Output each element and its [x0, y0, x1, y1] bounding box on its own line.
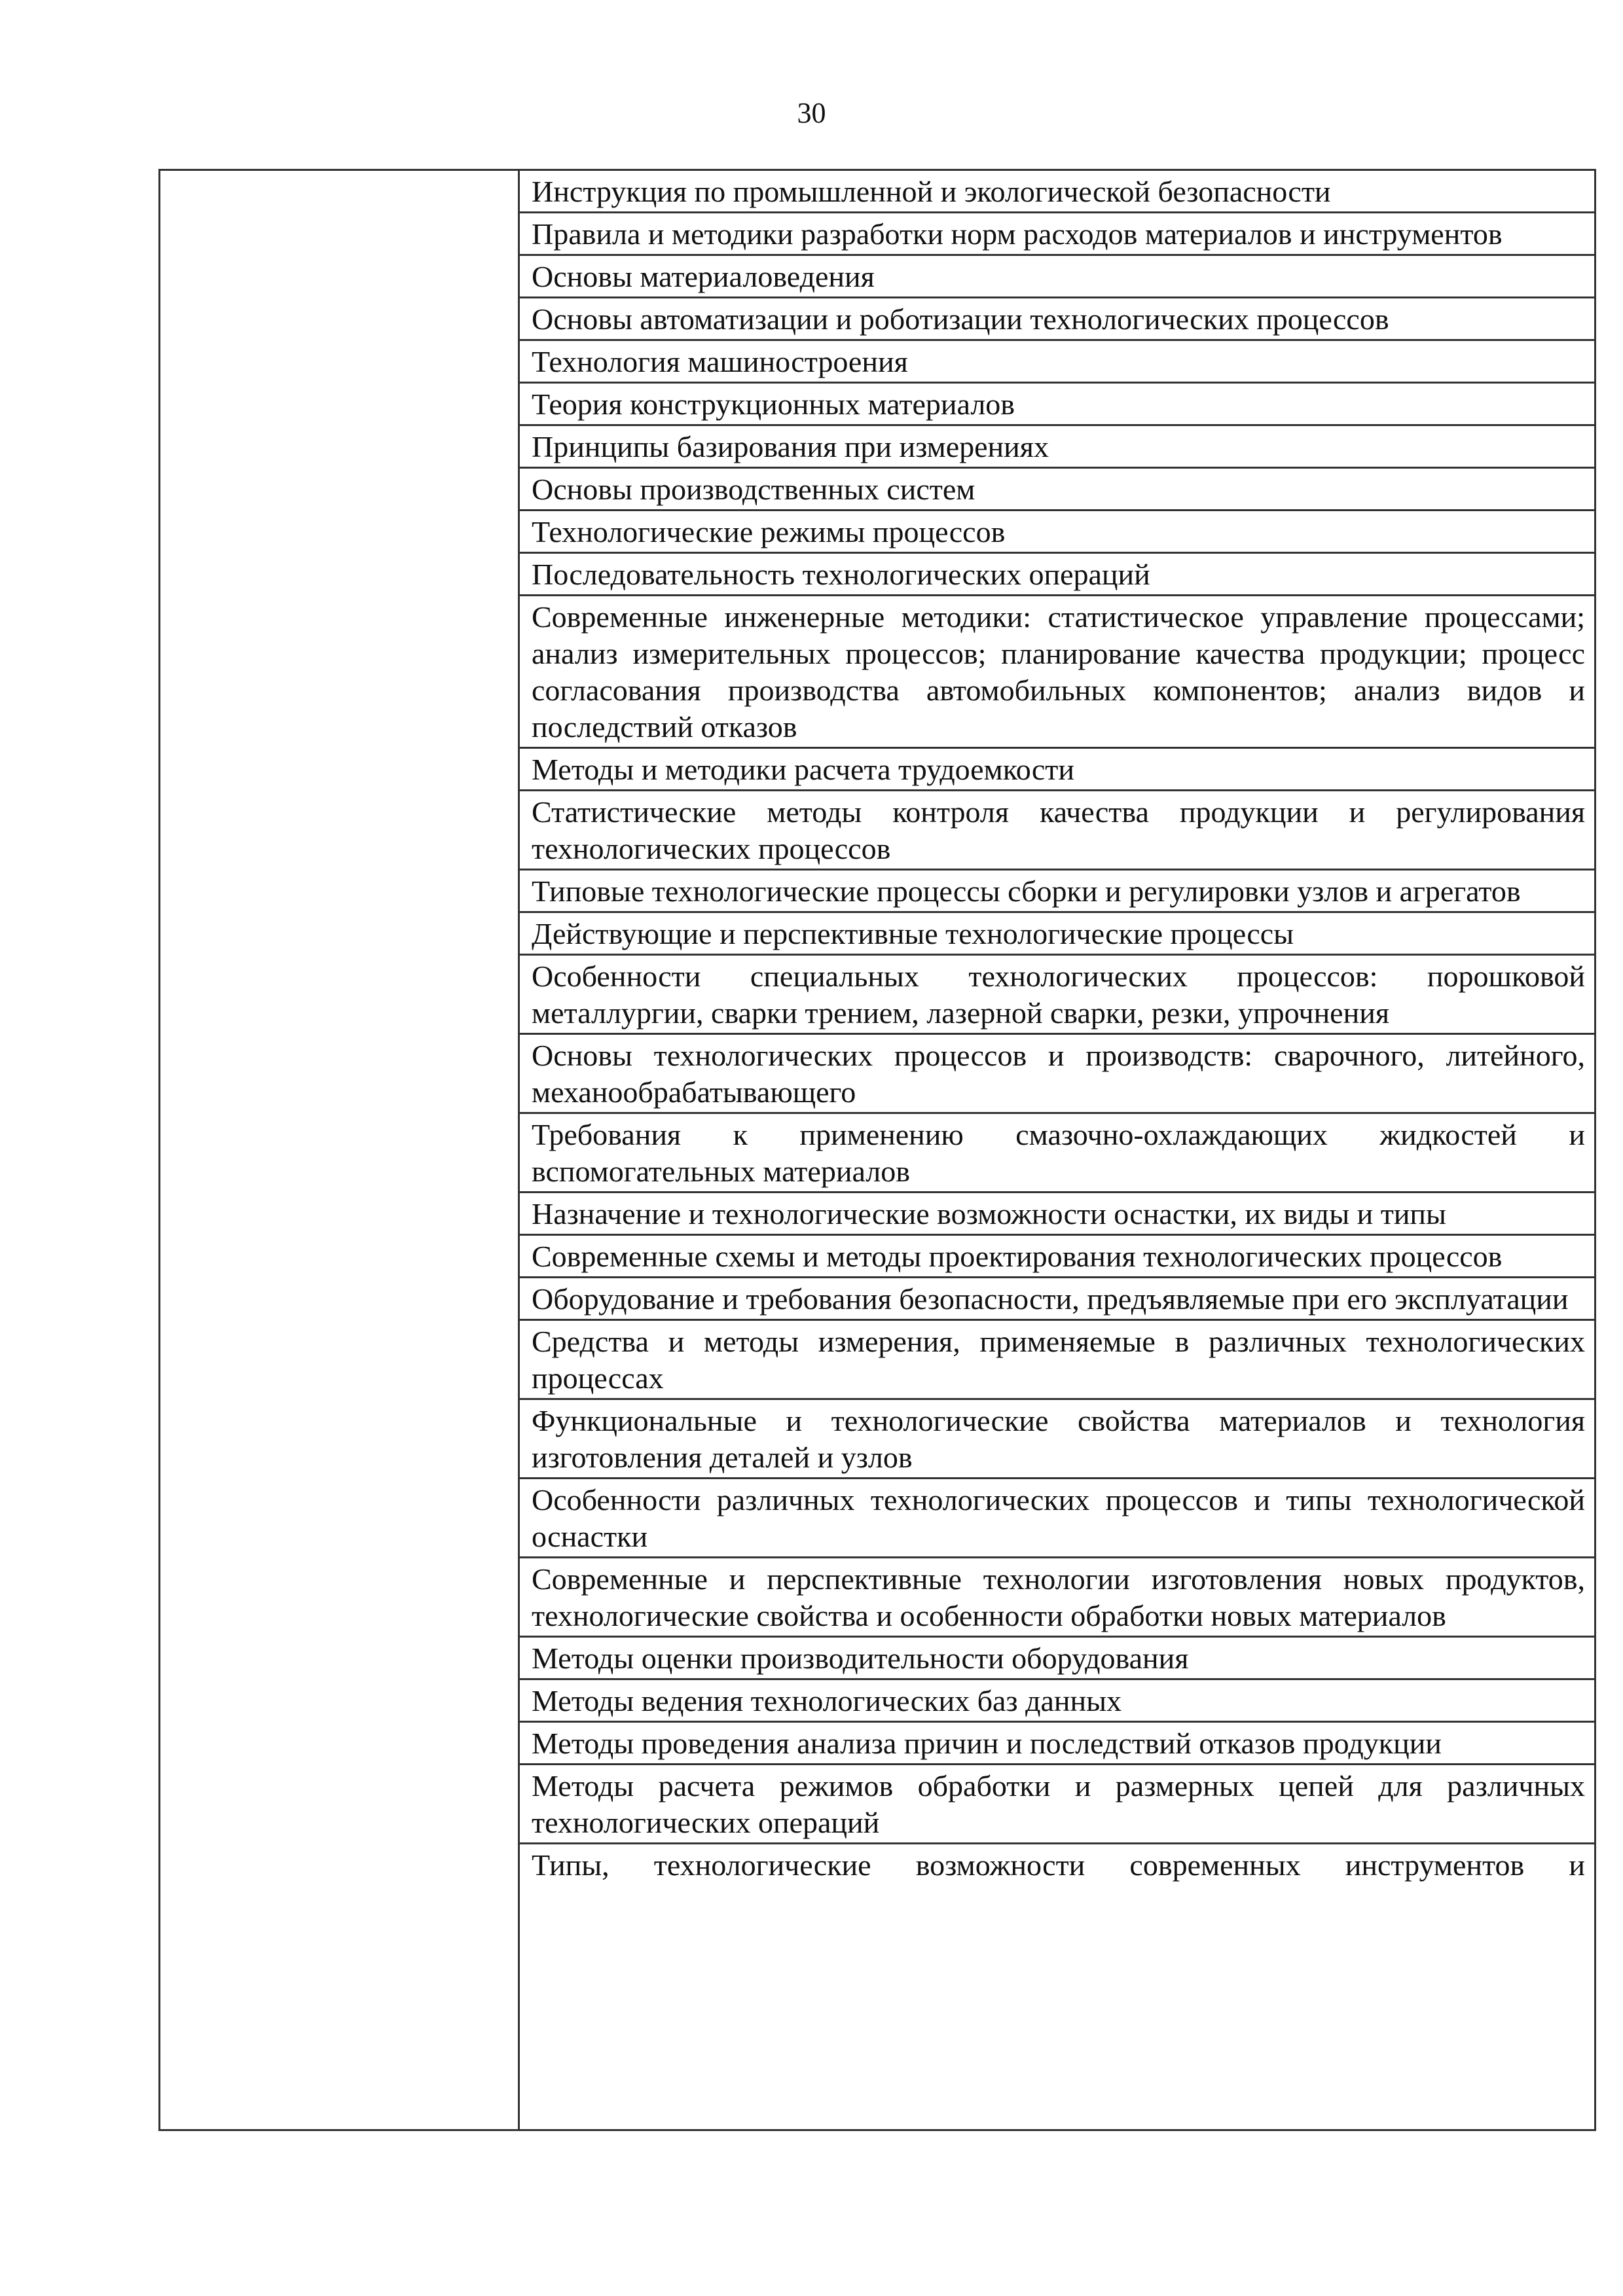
- table-row: Основы автоматизации и роботизации технологических процессов: [520, 298, 1594, 341]
- page-number: 30: [797, 97, 826, 129]
- table-row: Назначение и технологические возможности оснастки, их виды и типы: [520, 1193, 1594, 1236]
- table-row: Статистические методы контроля качества продукции и регулирования технологических процессов: [520, 791, 1594, 870]
- table-row: Инструкция по промышленной и экологической безопасности: [520, 171, 1594, 213]
- table-row: Теория конструкционных материалов: [520, 384, 1594, 426]
- table-row: Методы проведения анализа причин и последствий отказов продукции: [520, 1723, 1594, 1765]
- knowledge-table: [158, 169, 1596, 2131]
- table-row: Основы технологических процессов и производств: сварочного, литейного, механообрабатывающего: [520, 1035, 1594, 1114]
- table-row: Типы, технологические возможности современных инструментов и: [532, 1848, 1585, 1882]
- table-row: Методы оценки производительности оборудования: [520, 1638, 1594, 1680]
- table-row: Методы расчета режимов обработки и размерных цепей для различных технологических операций: [520, 1765, 1594, 1844]
- table-row: Технологические режимы процессов: [520, 511, 1594, 554]
- table-row: Особенности специальных технологических процессов: порошковой металлургии, сварки трением, лазерной сварки, резки, упрочнения: [520, 956, 1594, 1035]
- table-row: Оборудование и требования безопасности, предъявляемые при его эксплуатации: [520, 1278, 1594, 1321]
- table-row: Функциональные и технологические свойства материалов и технология изготовления деталей и узлов: [520, 1400, 1594, 1479]
- table-row: Принципы базирования при измерениях: [520, 426, 1594, 469]
- table-row: Современные схемы и методы проектирования технологических процессов: [520, 1236, 1594, 1278]
- table-row: Технология машиностроения: [520, 341, 1594, 384]
- table-left-column: [160, 171, 520, 2129]
- table-right-column: [520, 171, 1594, 2129]
- table-row: Методы и методики расчета трудоемкости: [520, 749, 1594, 791]
- table-row: Современные и перспективные технологии изготовления новых продуктов, технологические свойства и особенности обработки новых материалов: [520, 1558, 1594, 1638]
- table-row: Действующие и перспективные технологические процессы: [520, 913, 1594, 956]
- table-row: Современные инженерные методики: статистическое управление процессами; анализ измерительных процессов; планирование качества продукции; процесс согласования производства автомобильных компонентов; анализ видов и последствий отказов: [520, 596, 1594, 749]
- table-row: Основы производственных систем: [520, 469, 1594, 511]
- table-row: Требования к применению смазочно-охлаждающих жидкостей и вспомогательных материалов: [520, 1114, 1594, 1193]
- table-row: Типовые технологические процессы сборки и регулировки узлов и агрегатов: [520, 870, 1594, 913]
- table-row: Основы материаловедения: [520, 256, 1594, 298]
- table-row: Последовательность технологических операций: [520, 554, 1594, 596]
- table-row: Методы ведения технологических баз данных: [520, 1680, 1594, 1723]
- table-row: Правила и методики разработки норм расходов материалов и инструментов: [520, 213, 1594, 256]
- table-row: Особенности различных технологических процессов и типы технологической оснастки: [520, 1479, 1594, 1558]
- table-row: Средства и методы измерения, применяемые в различных технологических процессах: [520, 1321, 1594, 1400]
